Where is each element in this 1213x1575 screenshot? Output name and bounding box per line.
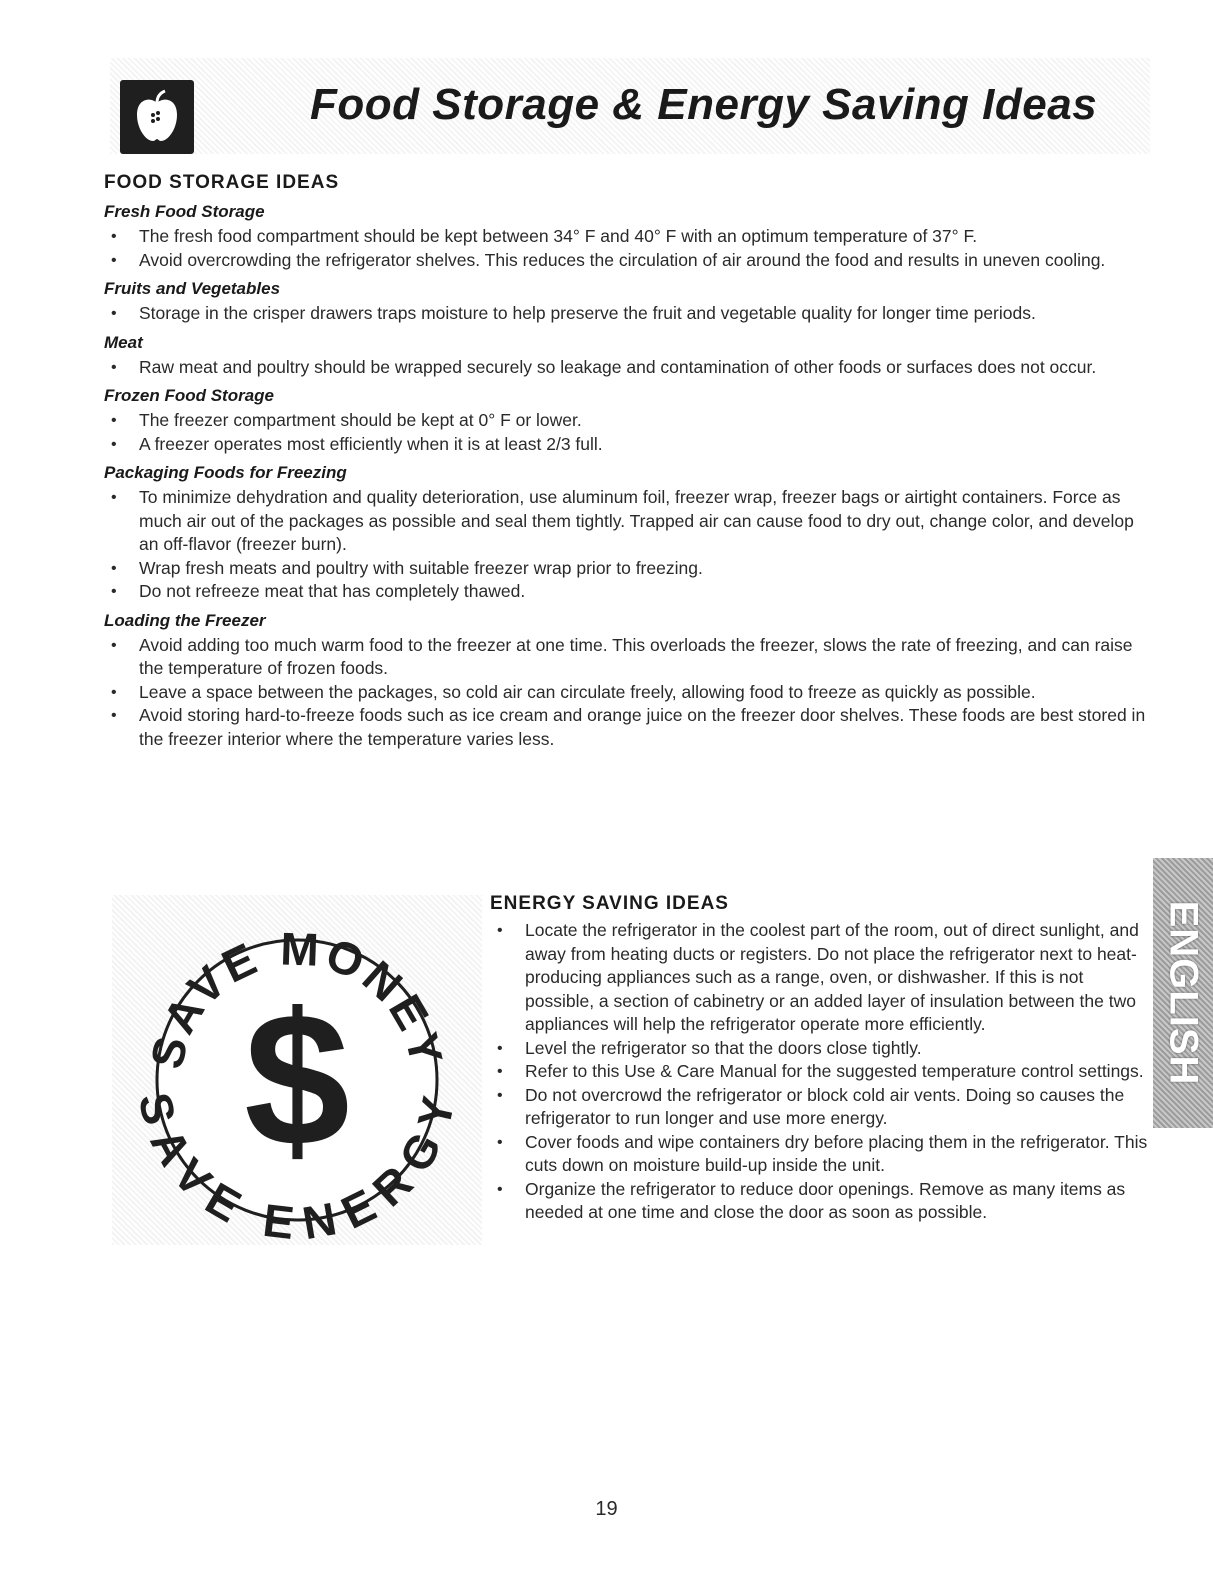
energy-saving-list <box>490 919 1155 1225</box>
list-item: • Refer to this Use & Care Manual for the suggested temperature control settings. <box>490 1060 1155 1084</box>
logo-bottom-text: SAVE ENERGY <box>128 1088 466 1245</box>
energy-saving-heading: ENERGY SAVING IDEAS <box>490 893 729 914</box>
list-item: • Level the refrigerator so that the doors close tightly. <box>490 1037 1155 1061</box>
fresh-food-list <box>104 225 1149 272</box>
list-item: • Raw meat and poultry should be wrapped securely so leakage and contamination of other foods or surfaces does not occur. <box>104 356 1149 380</box>
list-item: • Avoid adding too much warm food to the freezer at one time. This overloads the freezer, slows the rate of freezing, and can raise the temperature of frozen foods. <box>104 634 1149 681</box>
logo-top-text: SAVE MONEY <box>140 922 454 1074</box>
list-item: • Do not overcrowd the refrigerator or block cold air vents. Doing so causes the refrigerator to run longer and use more energy. <box>490 1084 1155 1131</box>
language-tab-label: ENGLISH <box>1161 900 1206 1086</box>
subsection-title: Fruits and Vegetables <box>104 279 281 298</box>
save-money-energy-logo <box>112 895 482 1245</box>
page-title: Food Storage & Energy Saving Ideas <box>310 80 1098 129</box>
list-item: • A freezer operates most efficiently when it is at least 2/3 full. <box>104 433 1149 457</box>
list-item: • Avoid storing hard-to-freeze foods such as ice cream and orange juice on the freezer door shelves. These foods are best stored in the freezer interior where the temperature varies less. <box>104 704 1149 751</box>
page-number: 19 <box>595 1498 618 1520</box>
packaging-list <box>104 486 1149 604</box>
subsection-title: Loading the Freezer <box>104 610 266 630</box>
list-item: • The freezer compartment should be kept at 0° F or lower. <box>104 409 1149 433</box>
subsection-title: Meat <box>104 332 143 352</box>
logo-dollar-symbol: $ <box>244 974 350 1186</box>
subsection-title: Fresh Food Storage <box>104 202 265 221</box>
list-item: • Avoid overcrowding the refrigerator shelves. This reduces the circulation of air around the food and results in uneven cooling. <box>104 249 1149 273</box>
list-item: • To minimize dehydration and quality deterioration, use aluminum foil, freezer wrap, freezer bags or airtight containers. Force as much air out of the packages as possible and seal them tightly. Trapped air can cause food to dry out, change color, and develop an off-flavor (freezer burn). <box>104 486 1149 557</box>
food-storage-section <box>104 172 1149 751</box>
list-item: • Wrap fresh meats and poultry with suitable freezer wrap prior to freezing. <box>104 557 1149 581</box>
list-item: • Locate the refrigerator in the coolest part of the room, out of direct sunlight, and away from heating ducts or registers. Do not place the refrigerator next to heat-producing appliances such as a range, oven, or dishwasher. If this is not possible, a section of cabinetry or an added layer of insulation between the two appliances will help the refrigerator operate more efficiently. <box>490 919 1155 1037</box>
fruits-vegetables-list <box>104 302 1149 326</box>
loading-freezer-list <box>104 634 1149 752</box>
language-tab <box>1153 858 1213 1128</box>
subsection-title: Packaging Foods for Freezing <box>104 463 347 482</box>
food-storage-heading: FOOD STORAGE IDEAS <box>104 172 340 193</box>
list-item: • Do not refreeze meat that has completely thawed. <box>104 580 1149 604</box>
meat-list <box>104 356 1149 380</box>
apple-icon <box>120 80 194 154</box>
list-item: • Cover foods and wipe containers dry before placing them in the refrigerator. This cuts down on moisture build-up inside the unit. <box>490 1131 1155 1178</box>
subsection-title: Frozen Food Storage <box>104 386 274 405</box>
page-header <box>110 58 1150 154</box>
frozen-food-list <box>104 409 1149 456</box>
list-item: • Organize the refrigerator to reduce door openings. Remove as many items as needed at one time and close the door as soon as possible. <box>490 1178 1155 1225</box>
list-item: • The fresh food compartment should be kept between 34° F and 40° F with an optimum temperature of 37° F. <box>104 225 1149 249</box>
energy-saving-section <box>490 893 1155 1225</box>
list-item: • Leave a space between the packages, so cold air can circulate freely, allowing food to freeze as quickly as possible. <box>104 681 1149 705</box>
list-item: • Storage in the crisper drawers traps moisture to help preserve the fruit and vegetable quality for longer time periods. <box>104 302 1149 326</box>
